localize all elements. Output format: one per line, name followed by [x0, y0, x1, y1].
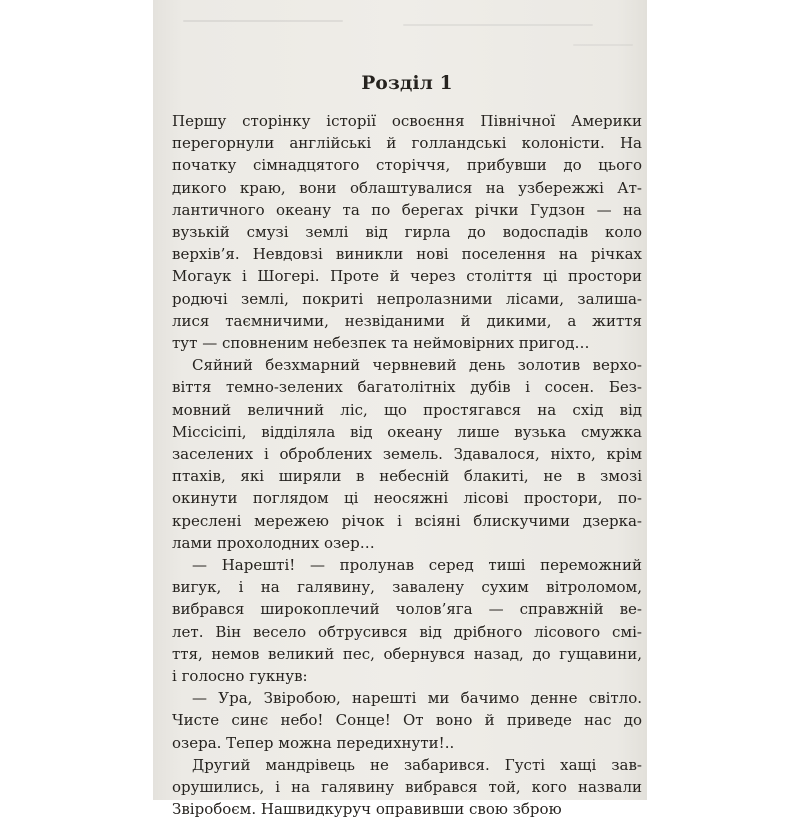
text-line: перегорнули англійські й голландські колоністи. На [172, 134, 642, 153]
text-line: лет. Він весело обтрусився від дрібного лісового смі- [172, 622, 642, 641]
text-line: — Ура, Звіробою, нарешті ми бачимо денне світло. [192, 689, 642, 708]
text-line: лантичного океану та по берегах річки Гудзон — на [172, 200, 642, 219]
text-line: орушились, і на галявину вибрався той, кого назвали [172, 778, 642, 797]
text-line: Могаук і Шогері. Проте й через століття ці простори [172, 267, 642, 286]
text-line: озера. Тепер можна передихнути!.. [172, 733, 455, 752]
text-line: птахів, які ширяли в небесній блакиті, не в змозі [172, 467, 642, 486]
text-line: вузькій смузі землі від гирла до водоспадів коло [172, 223, 642, 242]
page-content [172, 70, 642, 821]
text-line: тут — сповненим небезпек та неймовірних пригод… [172, 334, 590, 353]
text-line: вибрався широкоплечий чолов’яга — справжній ве- [172, 600, 642, 619]
text-line: родючі землі, покриті непролазними лісами, залиша- [172, 289, 642, 308]
bleed-through-mark [183, 20, 343, 22]
text-line: Сяйний безхмарний червневий день золотив верхо- [192, 356, 642, 375]
text-line: Чисте синє небо! Сонце! От воно й приведе нас до [172, 711, 642, 730]
text-line: Другий мандрівець не забарився. Густі хащі зав- [192, 755, 642, 774]
text-line: лися таємничими, незвіданими й дикими, а життя [172, 311, 642, 330]
text-line: вигук, і на галявину, завалену сухим вітроломом, [172, 578, 642, 597]
paragraph-p2 [172, 354, 642, 554]
text-line: віття темно-зелених багатолітніх дубів і сосен. Без- [172, 378, 642, 397]
text-line: дикого краю, вони облаштувалися на узбережжі Ат- [172, 178, 642, 197]
text-line: і голосно гукнув: [172, 667, 308, 686]
text-line: — Нарешті! — пролунав серед тиші переможний [192, 556, 642, 575]
text-line: креслені мережею річок і всіяні блискучими дзеркa- [172, 511, 642, 530]
paragraph-p1 [172, 110, 642, 354]
text-line: заселених і оброблених земель. Здавалося, ніхто, крім [172, 445, 642, 464]
paragraph-p3 [172, 554, 642, 687]
text-line: верхів’я. Невдовзі виникли нові поселення на річках [172, 245, 642, 264]
bleed-through-mark [403, 24, 593, 26]
text-line: початку сімнадцятого сторіччя, прибувши до цього [172, 156, 642, 175]
text-line: Першу сторінку історії освоєння Північної Америки [172, 112, 642, 130]
text-line: мовний величний ліс, що простягався на схід від [172, 400, 642, 419]
text-line: Звіробоєм. Нашвидкуруч оправивши свою зброю [172, 800, 562, 819]
chapter-heading: Розділ 1 [361, 73, 453, 94]
text-line: лами прохолодних озер… [172, 533, 375, 552]
paragraph-p5 [172, 754, 642, 821]
text-line: окинути поглядом ці неосяжні лісові простори, по- [172, 489, 642, 508]
paragraphs [172, 110, 642, 821]
book-page [153, 0, 647, 819]
text-line: ття, немов великий пес, обернувся назад, до гущавини, [172, 644, 642, 663]
bleed-through-mark [573, 44, 633, 46]
paragraph-p4 [172, 687, 642, 754]
text-line: Міссісіпі, відділяла від океану лише вузька смужка [172, 422, 642, 441]
